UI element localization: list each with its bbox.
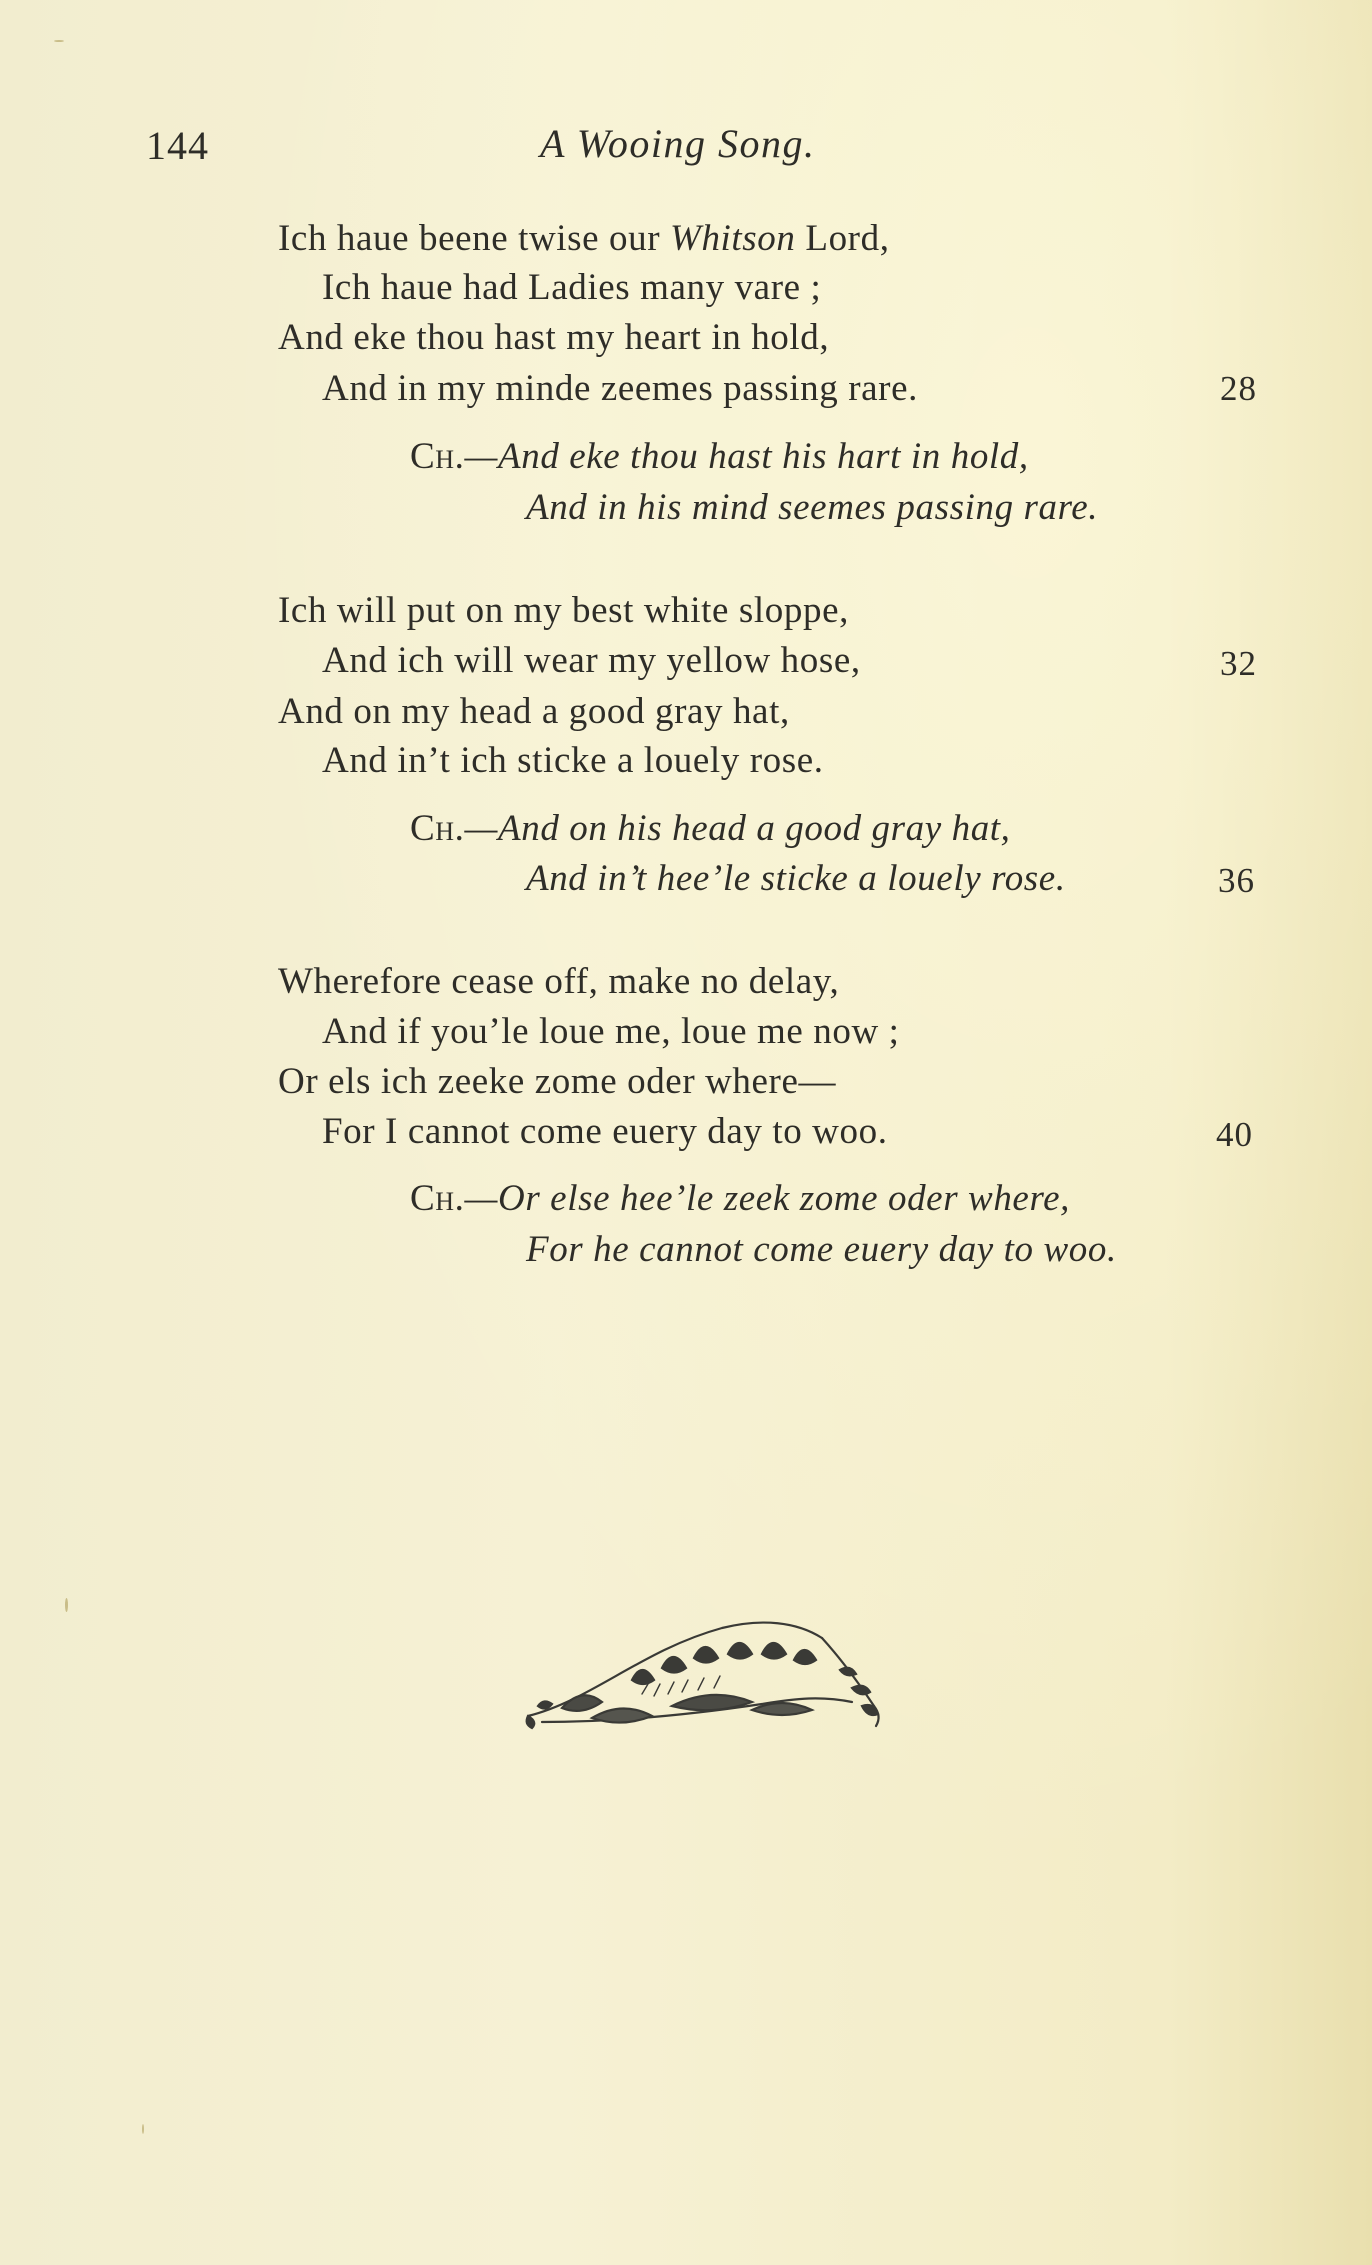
floral-tailpiece-icon — [522, 1610, 900, 1752]
running-title: A Wooing Song. — [540, 121, 816, 166]
page-number: 144 — [146, 123, 209, 168]
stanza-1-line-3: And eke thou hast my heart in hold, — [278, 317, 830, 358]
stanza-1-chorus-line-1 — [410, 434, 1029, 480]
stanza-2-chorus-line-1 — [410, 806, 1011, 852]
stanza-3-line-1: Wherefore cease off, make no delay, — [278, 961, 840, 1002]
stanza-1-line-4: And in my minde zeemes passing rare. — [322, 368, 918, 409]
stanza-3-chorus-line-1 — [410, 1176, 1070, 1222]
chorus-label: Ch. — [410, 808, 465, 849]
stanza-1-line-1 — [278, 216, 890, 262]
paper-speck — [142, 2124, 144, 2134]
stanza-3-chorus-line-2: For he cannot come euery day to woo. — [526, 1229, 1117, 1270]
chorus-text: —And eke thou hast his hart in hold, — [464, 436, 1029, 477]
chorus-text: —And on his head a good gray hat, — [464, 808, 1011, 849]
text-span: Lord, — [795, 218, 890, 259]
stanza-2-line-1: Ich will put on my best white sloppe, — [278, 590, 849, 631]
paper-speck — [54, 40, 64, 42]
chorus-label: Ch. — [410, 1178, 465, 1219]
stanza-2-chorus-line-2: And in’t hee’le sticke a louely rose. — [526, 858, 1066, 899]
line-number-32: 32 — [1220, 644, 1257, 683]
stanza-2-line-2: And ich will wear my yellow hose, — [322, 640, 861, 681]
paper-speck — [65, 1598, 68, 1612]
stanza-3-line-2: And if you’le loue me, loue me now ; — [322, 1011, 900, 1052]
chorus-text: —Or else hee’le zeek zome oder where, — [464, 1178, 1070, 1219]
italic-word-whitson: Whitson — [670, 218, 796, 259]
stanza-3-line-4: For I cannot come euery day to woo. — [322, 1111, 888, 1152]
line-number-36: 36 — [1218, 861, 1255, 900]
stanza-1-line-2: Ich haue had Ladies many vare ; — [322, 267, 822, 308]
stanza-2-line-3: And on my head a good gray hat, — [278, 691, 790, 732]
stanza-3-line-3: Or els ich zeeke zome oder where— — [278, 1061, 837, 1102]
line-number-28: 28 — [1220, 369, 1257, 408]
line-number-40: 40 — [1216, 1115, 1253, 1154]
text-span: Ich haue beene twise our — [278, 218, 671, 259]
stanza-2-line-4: And in’t ich sticke a louely rose. — [322, 740, 824, 781]
stanza-1-chorus-line-2: And in his mind seemes passing rare. — [526, 487, 1099, 528]
chorus-label: Ch. — [410, 436, 465, 477]
